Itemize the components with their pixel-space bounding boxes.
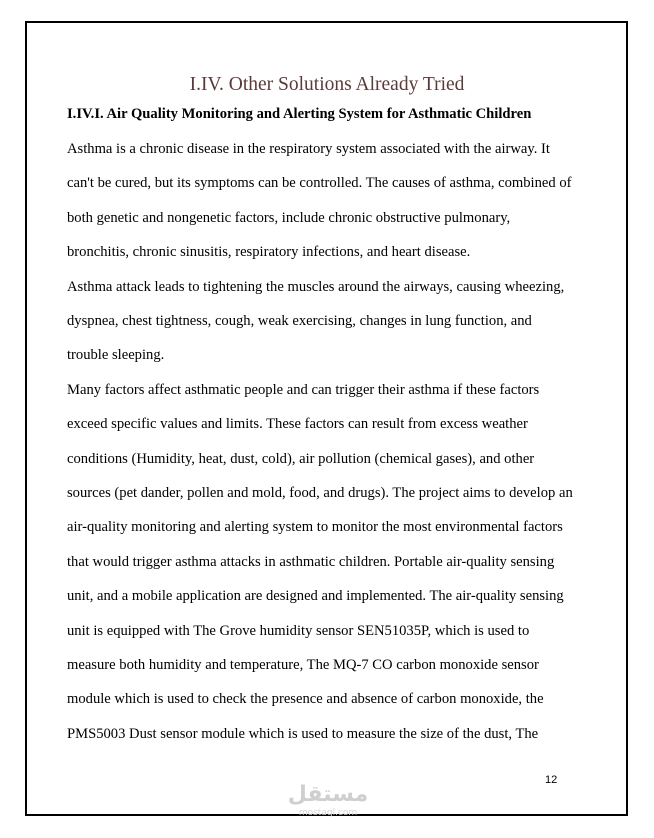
body-line: sources (pet dander, pollen and mold, food, and drugs). The project aims to develop an bbox=[67, 485, 573, 501]
page-number: 12 bbox=[545, 774, 558, 786]
body-line: air-quality monitoring and alerting system to monitor the most environmental factors bbox=[67, 519, 563, 535]
body-line: can't be cured, but its symptoms can be controlled. The causes of asthma, combined of bbox=[67, 175, 572, 191]
body-line: both genetic and nongenetic factors, include chronic obstructive pulmonary, bbox=[67, 210, 511, 226]
body-line: Asthma is a chronic disease in the respiratory system associated with the airway. It bbox=[67, 141, 550, 157]
body-line: that would trigger asthma attacks in asthmatic children. Portable air-quality sensing bbox=[67, 554, 555, 570]
body-line: trouble sleeping. bbox=[67, 347, 165, 363]
body-line: bronchitis, chronic sinusitis, respiratory infections, and heart disease. bbox=[67, 244, 471, 260]
body-line: unit, and a mobile application are designed and implemented. The air-quality sensing bbox=[67, 588, 564, 604]
body-line: module which is used to check the presence and absence of carbon monoxide, the bbox=[67, 691, 544, 707]
body-line: Asthma attack leads to tightening the muscles around the airways, causing wheezing, bbox=[67, 279, 565, 295]
watermark-arabic-text: مستقل bbox=[287, 782, 369, 807]
body-line: conditions (Humidity, heat, dust, cold), air pollution (chemical gases), and other bbox=[67, 451, 535, 467]
watermark-latin-text: mostaql.com bbox=[298, 808, 358, 818]
subsection-title: I.IV.I. Air Quality Monitoring and Alerting System for Asthmatic Children bbox=[67, 106, 532, 122]
body-line: exceed specific values and limits. These factors can result from excess weather bbox=[67, 416, 528, 432]
section-title: I.IV. Other Solutions Already Tried bbox=[189, 74, 465, 95]
body-line: dyspnea, chest tightness, cough, weak exercising, changes in lung function, and bbox=[67, 313, 532, 329]
body-line: unit is equipped with The Grove humidity sensor SEN51035P, which is used to bbox=[67, 623, 530, 639]
body-line: PMS5003 Dust sensor module which is used to measure the size of the dust, The bbox=[67, 726, 539, 742]
body-line: measure both humidity and temperature, The MQ-7 CO carbon monoxide sensor bbox=[67, 657, 539, 673]
body-line: Many factors affect asthmatic people and can trigger their asthma if these factors bbox=[67, 382, 540, 398]
